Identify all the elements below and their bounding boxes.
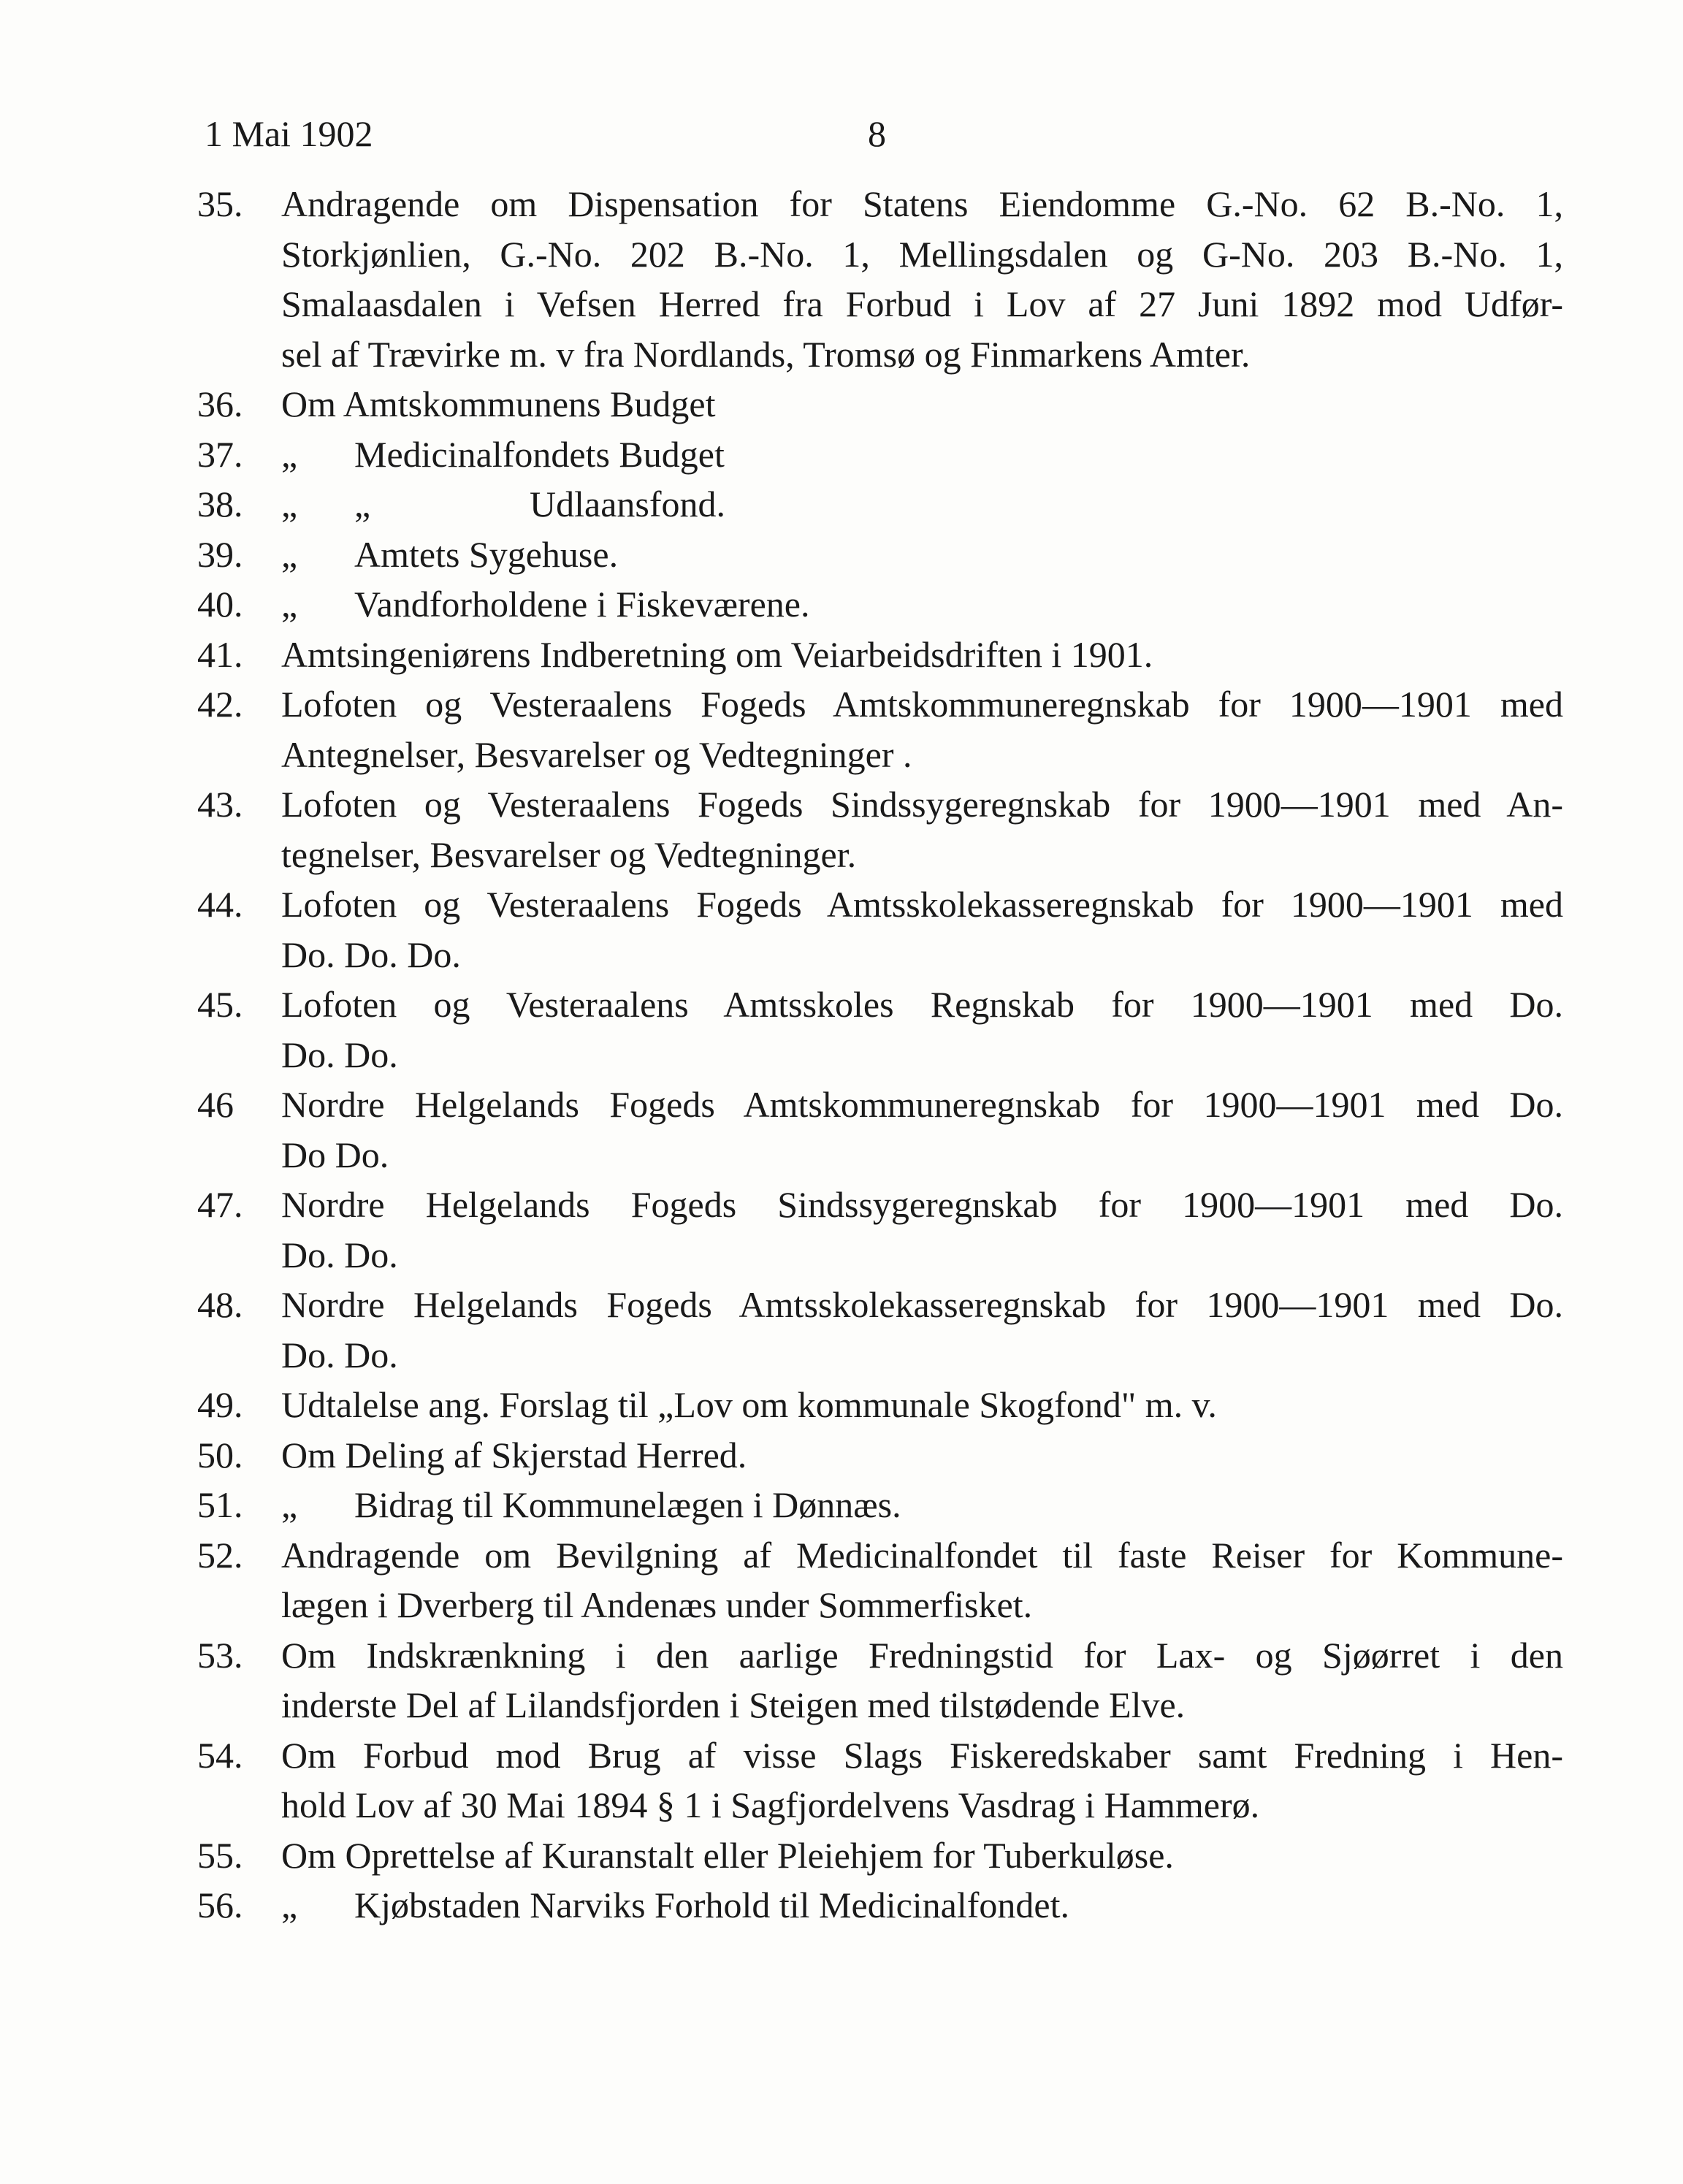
item-number: 48.	[197, 1284, 243, 1325]
item-number: 52.	[197, 1534, 243, 1576]
item-text: Amtets Sygehuse.	[354, 533, 619, 575]
item-text: Om Forbud mod Brug af visse Slags Fiskeredskaber samt Fredning i Hen-	[281, 1734, 1563, 1776]
item-text: Lofoten og Vesteraalens Fogeds Amtskommuneregnskab for 1900—1901 med	[281, 684, 1563, 725]
item-text: Do. Do.	[281, 1234, 398, 1275]
item-number: 40.	[197, 584, 243, 625]
page-date: 1 Mai 1902	[205, 113, 373, 154]
item-text: Udtalelse ang. Forslag til „Lov om kommunale Skogfond" m. v.	[281, 1384, 1217, 1425]
item-number: 56.	[197, 1885, 243, 1925]
list-item	[197, 1630, 1563, 1730]
list-item	[197, 530, 1563, 580]
list-item	[197, 1430, 1563, 1481]
item-text: Lofoten og Vesteraalens Amtsskoles Regnskab for 1900—1901 med Do.	[281, 984, 1563, 1025]
item-text: Do Do.	[281, 1134, 389, 1175]
item-text: Udlaansfond.	[530, 484, 725, 524]
item-text: Om Indskrænkning i den aarlige Fredningstid for Lax- og Sjøørret i den	[281, 1634, 1563, 1676]
ditto-mark: „	[281, 484, 298, 524]
item-text: Nordre Helgelands Fogeds Sindssygeregnskab for 1900—1901 med Do.	[281, 1184, 1563, 1225]
list-item	[197, 679, 1563, 779]
agenda-list	[197, 179, 1563, 1931]
list-item	[197, 630, 1563, 680]
list-item	[197, 1380, 1563, 1430]
list-item	[197, 1280, 1563, 1380]
item-text: Om Oprettelse af Kuranstalt eller Pleiehjem for Tuberkuløse.	[281, 1834, 1174, 1876]
list-item	[197, 1730, 1563, 1830]
ditto-mark: „	[281, 433, 298, 475]
page-number: 8	[868, 113, 886, 154]
item-text: hold Lov af 30 Mai 1894 § 1 i Sagfjordelvens Vasdrag i Hammerø.	[281, 1784, 1260, 1825]
list-item	[197, 1180, 1563, 1280]
list-item	[197, 779, 1563, 879]
list-item	[197, 179, 1563, 379]
item-text: Antegnelser, Besvarelser og Vedtegninger .	[281, 733, 912, 775]
list-item	[197, 429, 1563, 480]
item-text: Medicinalfondets Budget	[354, 433, 725, 475]
item-number: 38.	[197, 484, 243, 524]
item-text: Do. Do.	[281, 1034, 398, 1075]
ditto-mark: „	[281, 584, 298, 625]
list-item	[197, 879, 1563, 980]
list-item	[197, 479, 1563, 530]
item-number: 35.	[197, 183, 243, 224]
item-number: 36.	[197, 383, 243, 424]
item-text: Kjøbstaden Narviks Forhold til Medicinalfondet.	[354, 1885, 1070, 1925]
item-text: Do. Do.	[281, 1334, 398, 1375]
list-item	[197, 379, 1563, 429]
item-text: Lofoten og Vesteraalens Fogeds Amtsskolekasseregnskab for 1900—1901 med	[281, 884, 1563, 925]
item-number: 41.	[197, 633, 243, 675]
item-text: Andragende om Dispensation for Statens Eiendomme G.-No. 62 B.-No. 1,	[281, 183, 1563, 224]
ditto-mark: „	[354, 484, 371, 524]
item-number: 37.	[197, 433, 243, 475]
item-text: Lofoten og Vesteraalens Fogeds Sindssygeregnskab for 1900—1901 med An-	[281, 784, 1563, 825]
item-text: Om Deling af Skjerstad Herred.	[281, 1434, 747, 1475]
item-text: Smalaasdalen i Vefsen Herred fra Forbud i Lov af 27 Juni 1892 mod Udfør-	[281, 283, 1563, 324]
item-text: Do. Do. Do.	[281, 933, 461, 975]
item-number: 39.	[197, 533, 243, 575]
item-text: Nordre Helgelands Fogeds Amtskommuneregnskab for 1900—1901 med Do.	[281, 1084, 1563, 1125]
ditto-mark: „	[281, 533, 298, 575]
item-text: Bidrag til Kommunelægen i Dønnæs.	[354, 1484, 901, 1525]
item-text: Vandforholdene i Fiskeværene.	[354, 584, 810, 625]
item-number: 44.	[197, 884, 243, 925]
item-text: Nordre Helgelands Fogeds Amtsskolekasseregnskab for 1900—1901 med Do.	[281, 1284, 1563, 1325]
list-item	[197, 1880, 1563, 1931]
item-text: Amtsingeniørens Indberetning om Veiarbeidsdriften i 1901.	[281, 633, 1153, 675]
item-text: inderste Del af Lilandsfjorden i Steigen med tilstødende Elve.	[281, 1684, 1186, 1725]
list-item	[197, 1480, 1563, 1530]
item-number: 45.	[197, 984, 243, 1025]
item-text: Andragende om Bevilgning af Medicinalfondet til faste Reiser for Kommune-	[281, 1534, 1563, 1576]
item-number: 49.	[197, 1384, 243, 1425]
item-text: lægen i Dverberg til Andenæs under Sommerfisket.	[281, 1584, 1033, 1625]
list-item	[197, 1080, 1563, 1180]
item-number: 53.	[197, 1634, 243, 1676]
item-number: 46	[197, 1084, 234, 1125]
ditto-mark: „	[281, 1885, 298, 1925]
item-number: 50.	[197, 1434, 243, 1475]
list-item	[197, 579, 1563, 630]
item-text: sel af Trævirke m. v fra Nordlands, Tromsø og Finmarkens Amter.	[281, 333, 1251, 375]
item-number: 42.	[197, 684, 243, 725]
item-number: 47.	[197, 1184, 243, 1225]
item-text: tegnelser, Besvarelser og Vedtegninger.	[281, 833, 857, 875]
item-text: Storkjønlien, G.-No. 202 B.-No. 1, Mellingsdalen og G-No. 203 B.-No. 1,	[281, 233, 1563, 275]
item-number: 43.	[197, 784, 243, 825]
item-number: 54.	[197, 1734, 243, 1776]
item-number: 55.	[197, 1834, 243, 1876]
list-item	[197, 1530, 1563, 1630]
list-item	[197, 980, 1563, 1080]
list-item	[197, 1830, 1563, 1881]
item-text: Om Amtskommunens Budget	[281, 383, 716, 424]
ditto-mark: „	[281, 1484, 298, 1525]
item-number: 51.	[197, 1484, 243, 1525]
